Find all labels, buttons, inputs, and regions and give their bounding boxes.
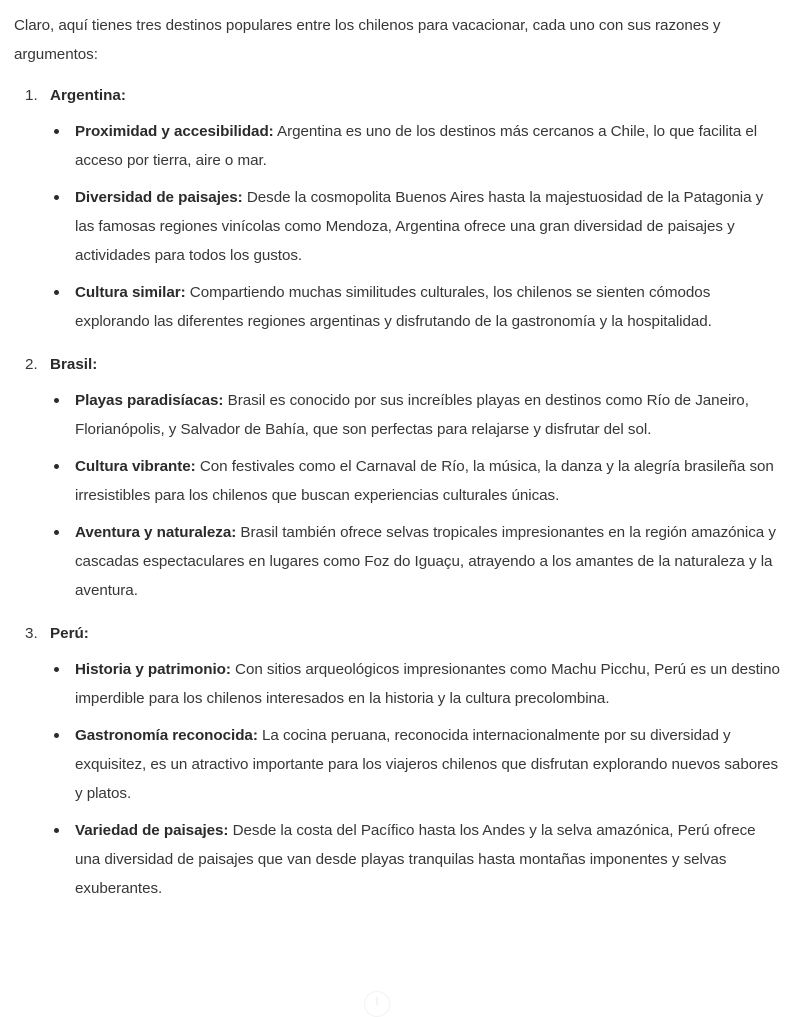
bullet-dot-icon (54, 667, 59, 672)
destination-title: Argentina: (50, 87, 126, 104)
reason-body-text: Compartiendo muchas similitudes culturales, los chilenos se sienten cómodos explorando las diferentes regiones argentinas y disfrutando de la gastronomía y la hospitalidad. (75, 284, 712, 330)
reason-lead-label: Cultura vibrante: (75, 458, 196, 475)
reason-lead-label: Aventura y naturaleza: (75, 524, 237, 541)
reason-item (50, 721, 782, 808)
reason-lead-label: Variedad de paisajes: (75, 822, 229, 839)
reason-item (50, 655, 782, 713)
reason-item (50, 117, 782, 175)
destination-title: Brasil: (50, 356, 98, 373)
reason-lead-label: Diversidad de paisajes: (75, 189, 243, 206)
destination-item (14, 81, 782, 336)
bullet-dot-icon (54, 828, 59, 833)
destinations-list (14, 81, 782, 903)
reason-item (50, 278, 782, 336)
reason-item (50, 183, 782, 270)
destination-item (14, 350, 782, 605)
bullet-dot-icon (54, 290, 59, 295)
reason-lead-label: Proximidad y accesibilidad: (75, 123, 274, 140)
bullet-dot-icon (54, 733, 59, 738)
destination-number: 3. (25, 625, 38, 642)
reason-body-text: La cocina peruana, reconocida internacionalmente por su diversidad y exquisitez, es un atractivo importante para los viajeros chilenos que disfrutan explorando nuevos sabores y platos. (75, 727, 779, 802)
reason-body-text: Brasil también ofrece selvas tropicales impresionantes en la región amazónica y cascadas espectaculares en lugares como Foz do Iguaçu, atrayendo a los amantes de la naturaleza y la aventura. (75, 524, 776, 599)
bullet-dot-icon (54, 464, 59, 469)
reason-lead-label: Historia y patrimonio: (75, 661, 231, 678)
bullet-dot-icon (54, 530, 59, 535)
destination-item (14, 619, 782, 903)
loading-indicator-icon (364, 991, 390, 1017)
reason-lead-label: Gastronomía reconocida: (75, 727, 258, 744)
reason-item (50, 386, 782, 444)
reason-body-text: Argentina es uno de los destinos más cercanos a Chile, lo que facilita el acceso por tierra, aire o mar. (75, 123, 758, 169)
reason-lead-label: Playas paradisíacas: (75, 392, 224, 409)
reasons-list (50, 655, 782, 903)
reason-body-text: Desde la costa del Pacífico hasta los Andes y la selva amazónica, Perú ofrece una diversidad de paisajes que van desde playas tranquilas hasta montañas imponentes y selvas exuberantes. (75, 822, 756, 897)
reason-item (50, 518, 782, 605)
reason-lead-label: Cultura similar: (75, 284, 186, 301)
bullet-dot-icon (54, 129, 59, 134)
reason-item (50, 816, 782, 903)
bullet-dot-icon (54, 398, 59, 403)
intro-paragraph: Claro, aquí tienes tres destinos populares entre los chilenos para vacacionar, cada uno con sus razones y argumentos: (14, 17, 721, 63)
destination-number: 2. (25, 356, 38, 373)
destination-number: 1. (25, 87, 38, 104)
destination-title: Perú: (50, 625, 89, 642)
reasons-list (50, 117, 782, 336)
reasons-list (50, 386, 782, 605)
reason-item (50, 452, 782, 510)
reason-body-text: Desde la cosmopolita Buenos Aires hasta la majestuosidad de la Patagonia y las famosas regiones vinícolas como Mendoza, Argentina ofrece una gran diversidad de paisajes y actividades para todos los gustos. (75, 189, 764, 264)
bullet-dot-icon (54, 195, 59, 200)
reason-body-text: Con festivales como el Carnaval de Río, la música, la danza y la alegría brasileña son irresistibles para los chilenos que buscan experiencias culturales únicas. (75, 458, 774, 504)
reason-body-text: Brasil es conocido por sus increíbles playas en destinos como Río de Janeiro, Florianópolis, y Salvador de Bahía, que son perfectas para relajarse y disfrutar del sol. (75, 392, 749, 438)
loading-indicator-tick (376, 997, 378, 1005)
reason-body-text: Con sitios arqueológicos impresionantes como Machu Picchu, Perú es un destino imperdible para los chilenos interesados en la historia y la cultura precolombina. (75, 661, 780, 707)
